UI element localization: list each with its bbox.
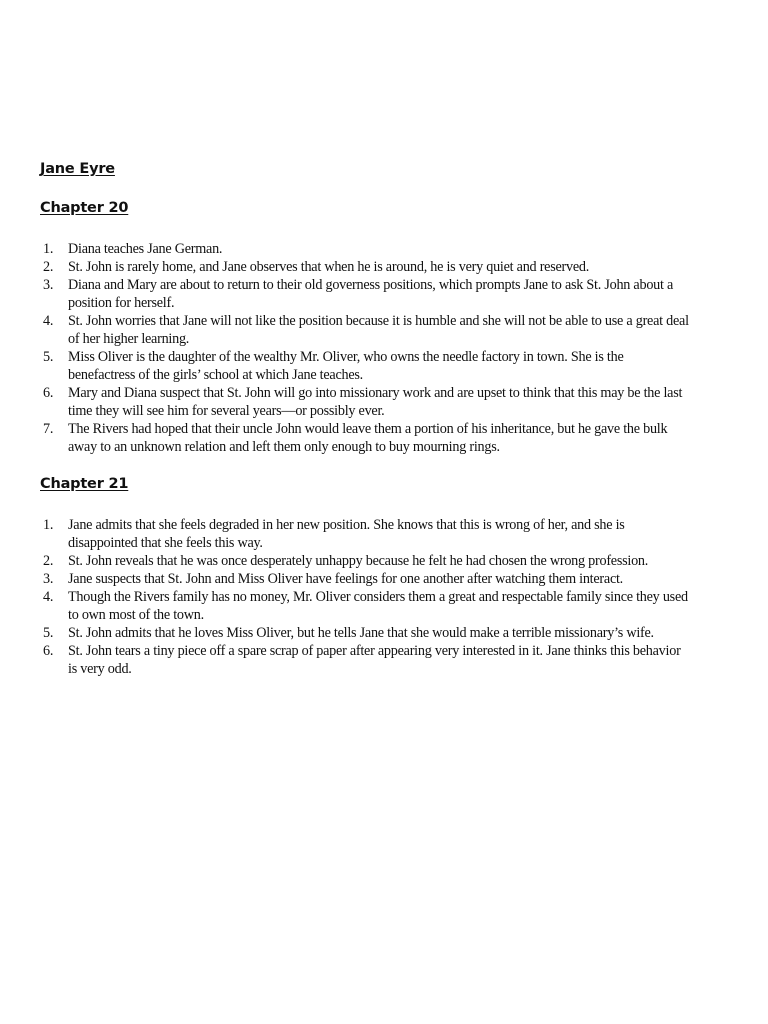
item-text: Jane admits that she feels degraded in her new position. She knows that this is wrong of her, and she is disappointed that she feels this way. bbox=[68, 517, 625, 551]
item-text: St. John is rarely home, and Jane observes that when he is around, he is very quiet and reserved. bbox=[68, 259, 590, 275]
list-item bbox=[40, 570, 690, 588]
item-number: 1. bbox=[43, 517, 54, 533]
item-text: Diana teaches Jane German. bbox=[68, 241, 223, 257]
item-text: Though the Rivers family has no money, Mr. Oliver considers them a great and respectable family since they used to own most of the town. bbox=[68, 589, 688, 623]
chapter-21-list bbox=[40, 516, 690, 678]
item-number: 6. bbox=[43, 385, 54, 401]
list-item bbox=[40, 312, 690, 348]
item-number: 2. bbox=[43, 259, 54, 275]
item-number: 2. bbox=[43, 553, 54, 569]
list-item bbox=[40, 516, 690, 552]
item-text: Jane suspects that St. John and Miss Oliver have feelings for one another after watching them interact. bbox=[68, 571, 623, 587]
item-text: St. John admits that he loves Miss Oliver, but he tells Jane that she would make a terrible missionary’s wife. bbox=[68, 625, 654, 641]
item-number: 3. bbox=[43, 571, 54, 587]
list-item bbox=[40, 258, 690, 276]
item-text: Mary and Diana suspect that St. John will go into missionary work and are upset to think that this may be the last time they will see him for several years—or possibly ever. bbox=[68, 385, 683, 419]
list-item bbox=[40, 240, 690, 258]
chapter-20-heading: Chapter 20 bbox=[40, 200, 129, 216]
list-item bbox=[40, 276, 690, 312]
item-text: The Rivers had hoped that their uncle John would leave them a portion of his inheritance, but he gave the bulk away to an unknown relation and left them only enough to buy mourning rings. bbox=[68, 421, 668, 455]
item-text: Miss Oliver is the daughter of the wealthy Mr. Oliver, who owns the needle factory in town. She is the benefactress of the girls’ school at which Jane teaches. bbox=[68, 349, 624, 383]
item-text: Diana and Mary are about to return to their old governess positions, which prompts Jane to ask St. John about a position for herself. bbox=[68, 277, 674, 311]
item-number: 4. bbox=[43, 313, 54, 329]
item-number: 7. bbox=[43, 421, 54, 437]
list-item bbox=[40, 348, 690, 384]
list-item bbox=[40, 588, 690, 624]
item-number: 1. bbox=[43, 241, 54, 257]
item-number: 6. bbox=[43, 643, 54, 659]
list-item bbox=[40, 420, 690, 456]
item-text: St. John tears a tiny piece off a spare scrap of paper after appearing very interested in it. Jane thinks this behavior is very odd. bbox=[68, 643, 681, 677]
list-item bbox=[40, 642, 690, 678]
list-item bbox=[40, 624, 690, 642]
chapter-21-heading: Chapter 21 bbox=[40, 476, 129, 492]
chapter-20-list bbox=[40, 240, 690, 456]
item-number: 5. bbox=[43, 625, 54, 641]
document-title: Jane Eyre bbox=[40, 161, 115, 177]
list-item bbox=[40, 384, 690, 420]
item-number: 3. bbox=[43, 277, 54, 293]
item-text: St. John worries that Jane will not like the position because it is humble and she will not be able to use a great deal of her higher learning. bbox=[68, 313, 689, 347]
list-item bbox=[40, 552, 690, 570]
item-number: 4. bbox=[43, 589, 54, 605]
item-text: St. John reveals that he was once desperately unhappy because he felt he had chosen the wrong profession. bbox=[68, 553, 649, 569]
item-number: 5. bbox=[43, 349, 54, 365]
